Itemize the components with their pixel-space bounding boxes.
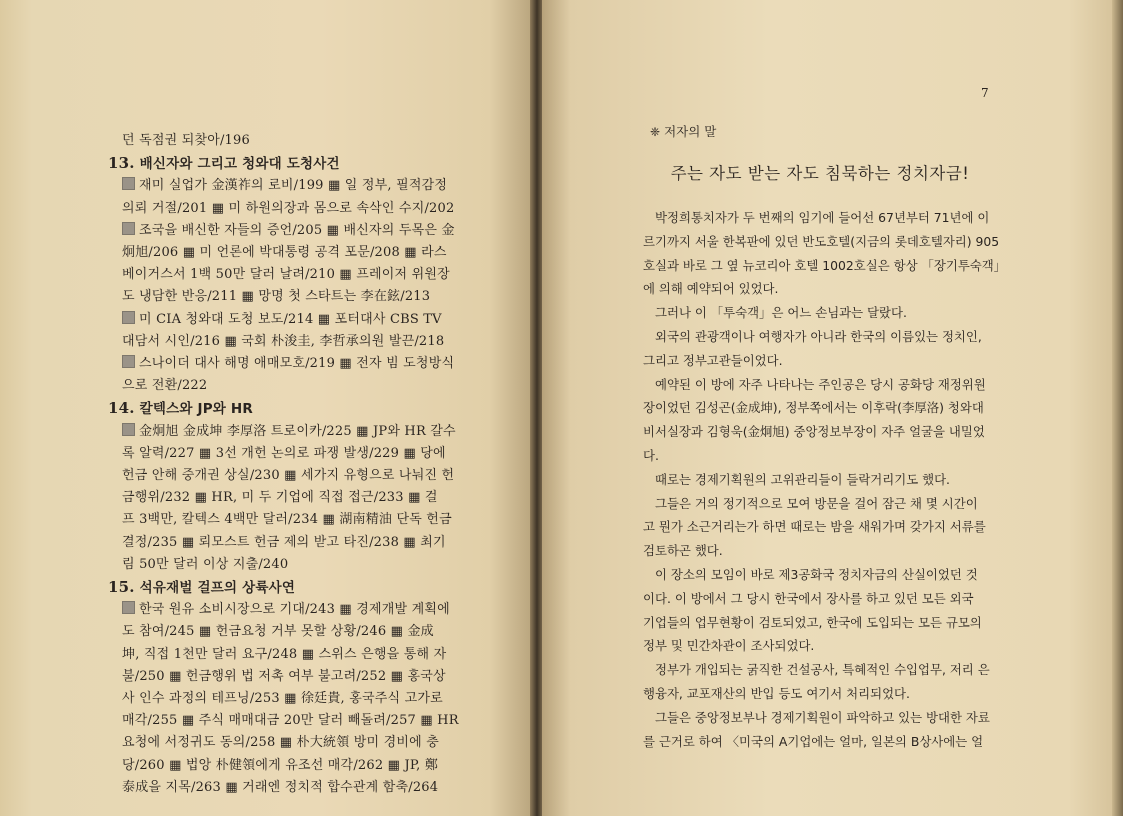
toc-line (108, 599, 468, 621)
body-line: 다. (643, 447, 659, 463)
toc-line-text: 금행위/232 ▦ HR, 미 두 기업에 직접 접근/233 ▦ 걸 (122, 490, 438, 506)
toc-line (108, 353, 468, 375)
chapter-title: 석유재벌 걸프의 상륙사연 (139, 580, 296, 597)
body-line: 에 의해 예약되어 있었다. (643, 281, 779, 297)
chapter-heading (108, 152, 468, 175)
toc-line-text: 坤, 직접 1천만 달러 요구/248 ▦ 스위스 은행을 통해 자 (122, 646, 447, 662)
body-line: 르기까지 서울 한복판에 있던 반도호텔(지금의 롯데호텔자리) 905 (643, 233, 1000, 249)
toc-line-text: 헌금 안해 중개권 상실/230 ▦ 세가지 유형으로 나눠진 헌 (122, 468, 455, 484)
body-line: 박정희통치자가 두 번째의 임기에 들어선 67년부터 71년에 이 (655, 210, 990, 225)
body-line: 그리고 정부고관들이었다. (643, 352, 783, 368)
left-page (0, 0, 532, 816)
chapter-title: 배신자와 그리고 청와대 도청사건 (139, 156, 340, 173)
toc-line-text: 매각/255 ▦ 주식 매매대금 20만 달러 빼돌려/257 ▦ HR (122, 713, 459, 729)
article-title: 주는 자도 받는 자도 침묵하는 정치자금! (670, 164, 970, 183)
toc-line (108, 465, 468, 487)
toc-line (108, 443, 468, 465)
chapter-number: 15. (108, 578, 135, 597)
toc-line-text: 불/250 ▦ 헌금행위 법 저촉 여부 불고려/252 ▦ 홍국상 (122, 668, 446, 684)
square-bullet-icon (122, 423, 135, 436)
toc-line (108, 621, 468, 643)
toc-line (108, 242, 468, 264)
toc-line-text: 대담서 시인/216 ▦ 국회 朴浚圭, 李哲承의원 발끈/218 (122, 333, 445, 349)
toc-line-text: 도 참여/245 ▦ 헌금요청 거부 못할 상황/246 ▦ 金成 (122, 624, 434, 640)
toc-line (108, 421, 468, 443)
square-bullet-icon (122, 601, 135, 614)
body-line: 예약된 이 방에 자주 나타나는 주인공은 당시 공화당 재정위원 (655, 376, 986, 392)
toc-line-text: 베이거스서 1백 50만 달러 날려/210 ▦ 프레이저 위원장 (122, 267, 450, 283)
body-line: 그들은 중앙정보부나 경제기획원이 파악하고 있는 방대한 자료 (655, 709, 990, 725)
toc-line-text: 炯旭/206 ▦ 미 언론에 박대통령 공격 포문/208 ▦ 라스 (122, 245, 447, 261)
toc-line (108, 666, 468, 688)
body-line: 비서실장과 김형욱(金炯旭) 중앙정보부장이 자주 얼굴을 내밀었 (643, 424, 985, 440)
toc-line-text: 의뢰 거절/201 ▦ 미 하원의장과 몸으로 속삭인 수지/202 (122, 200, 455, 216)
toc-line (108, 777, 468, 799)
section-label-text: 저자의 말 (664, 124, 717, 139)
asterisk-icon: ❈ (650, 125, 661, 139)
body-line: 고 뭔가 소근거리는가 하면 때로는 밤을 새워가며 갖가지 서류를 (643, 519, 986, 535)
body-line: 정부 및 민간차관이 조사되었다. (643, 638, 815, 654)
toc-line-text: 으로 전환/222 (122, 378, 208, 394)
toc-line-text: 사 인수 과정의 테프닝/253 ▦ 徐廷貴, 홍국주식 고가로 (122, 691, 443, 707)
page-edge (1112, 0, 1123, 816)
toc-line (108, 375, 468, 397)
toc-line (108, 264, 468, 286)
toc-line (108, 554, 468, 576)
table-of-contents (108, 130, 468, 799)
body-line: 이다. 이 방에서 그 당시 한국에서 장사를 하고 있던 모든 외국 (643, 590, 974, 606)
toc-line (108, 331, 468, 353)
toc-line (108, 309, 468, 331)
chapter-number: 14. (108, 399, 135, 418)
toc-line (108, 487, 468, 509)
toc-line-text: 림 50만 달러 이상 지출/240 (122, 556, 289, 572)
toc-line-text: 던 독점권 되찾아/196 (122, 133, 250, 148)
body-line: 행융자, 교포재산의 반입 등도 여기서 처리되었다. (643, 685, 910, 701)
body-line: 장이었던 김성곤(金成坤), 정부쪽에서는 이후락(李厚洛) 청와대 (643, 400, 984, 416)
preface-body (643, 206, 1015, 753)
square-bullet-icon (122, 177, 135, 190)
toc-line (108, 688, 468, 710)
toc-line (108, 532, 468, 554)
body-line: 때로는 경제기획원의 고위관리들이 들락거리기도 했다. (655, 471, 950, 487)
body-line: 외국의 관광객이나 여행자가 아니라 한국의 이름있는 정치인, (655, 328, 982, 344)
page-number: 7 (981, 86, 989, 100)
chapter-number: 13. (108, 154, 135, 173)
toc-line-text: 프 3백만, 칼텍스 4백만 달러/234 ▦ 湖南精油 단독 헌금 (122, 512, 452, 528)
body-line: 검토하곤 했다. (643, 543, 723, 559)
toc-line-text: 스나이더 대사 해명 애매모호/219 ▦ 전자 빔 도청방식 (139, 356, 455, 372)
toc-line-text: 록 알력/227 ▦ 3선 개헌 논의로 파쟁 발생/229 ▦ 당에 (122, 445, 446, 461)
body-line: 정부가 개입되는 굵직한 건설공사, 특혜적인 수입업무, 저리 은 (655, 662, 990, 678)
toc-line (108, 220, 468, 242)
toc-line (108, 509, 468, 531)
toc-line-text: 도 냉담한 반응/211 ▦ 망명 첫 스타트는 李在鉉/213 (122, 289, 431, 305)
toc-line (108, 755, 468, 777)
body-line: 그들은 거의 정기적으로 모여 방문을 걸어 잠근 채 몇 시간이 (655, 495, 978, 511)
toc-line (108, 175, 468, 197)
toc-line-text: 결정/235 ▦ 뢰모스트 헌금 제의 받고 타진/238 ▦ 최기 (122, 534, 446, 550)
body-line: 기업들의 업무현황이 검토되었고, 한국에 도입되는 모든 규모의 (643, 614, 982, 630)
toc-line-text: 한국 원유 소비시장으로 기대/243 ▦ 경제개발 계획에 (139, 602, 450, 618)
toc-line-text: 조국을 배신한 자들의 증언/205 ▦ 배신자의 두목은 金 (139, 222, 455, 238)
toc-line-text: 미 CIA 청와대 도청 보도/214 ▦ 포터대사 CBS TV (139, 311, 442, 327)
toc-line-text: 당/260 ▦ 법앙 朴健領에게 유조선 매각/262 ▦ JP, 鄭 (122, 757, 439, 773)
toc-line (108, 710, 468, 732)
toc-line-text: 金炯旭 金成坤 李厚洛 트로이카/225 ▦ JP와 HR 갈수 (139, 423, 456, 439)
toc-line (108, 644, 468, 666)
body-line: 호실과 바로 그 옆 뉴코리아 호텔 1002호실은 항상 「장기투숙객」 (643, 257, 1007, 273)
toc-line (108, 198, 468, 220)
square-bullet-icon (122, 222, 135, 235)
toc-line-text: 재미 실업가 金漢祚의 로비/199 ▦ 일 정부, 필적감정 (139, 178, 448, 194)
toc-line (108, 130, 468, 152)
toc-line (108, 286, 468, 308)
toc-line-text: 요청에 서정귀도 동의/258 ▦ 朴大統領 방미 경비에 충 (122, 735, 439, 751)
body-line: 를 근거로 하여 〈미국의 A기업에는 얼마, 일본의 B상사에는 얼 (643, 733, 984, 749)
chapter-heading (108, 576, 468, 599)
body-line: 그러나 이 「투숙객」은 어느 손님과는 달랐다. (655, 305, 907, 321)
square-bullet-icon (122, 355, 135, 368)
toc-line (108, 732, 468, 754)
square-bullet-icon (122, 311, 135, 324)
chapter-title: 칼텍스와 JP와 HR (139, 401, 254, 418)
chapter-heading (108, 397, 468, 420)
toc-line-text: 泰成을 지목/263 ▦ 거래엔 정치적 합수관계 함축/264 (122, 779, 439, 795)
section-label (650, 122, 716, 140)
body-line: 이 장소의 모임이 바로 제3공화국 정치자금의 산실이었던 것 (655, 566, 978, 582)
